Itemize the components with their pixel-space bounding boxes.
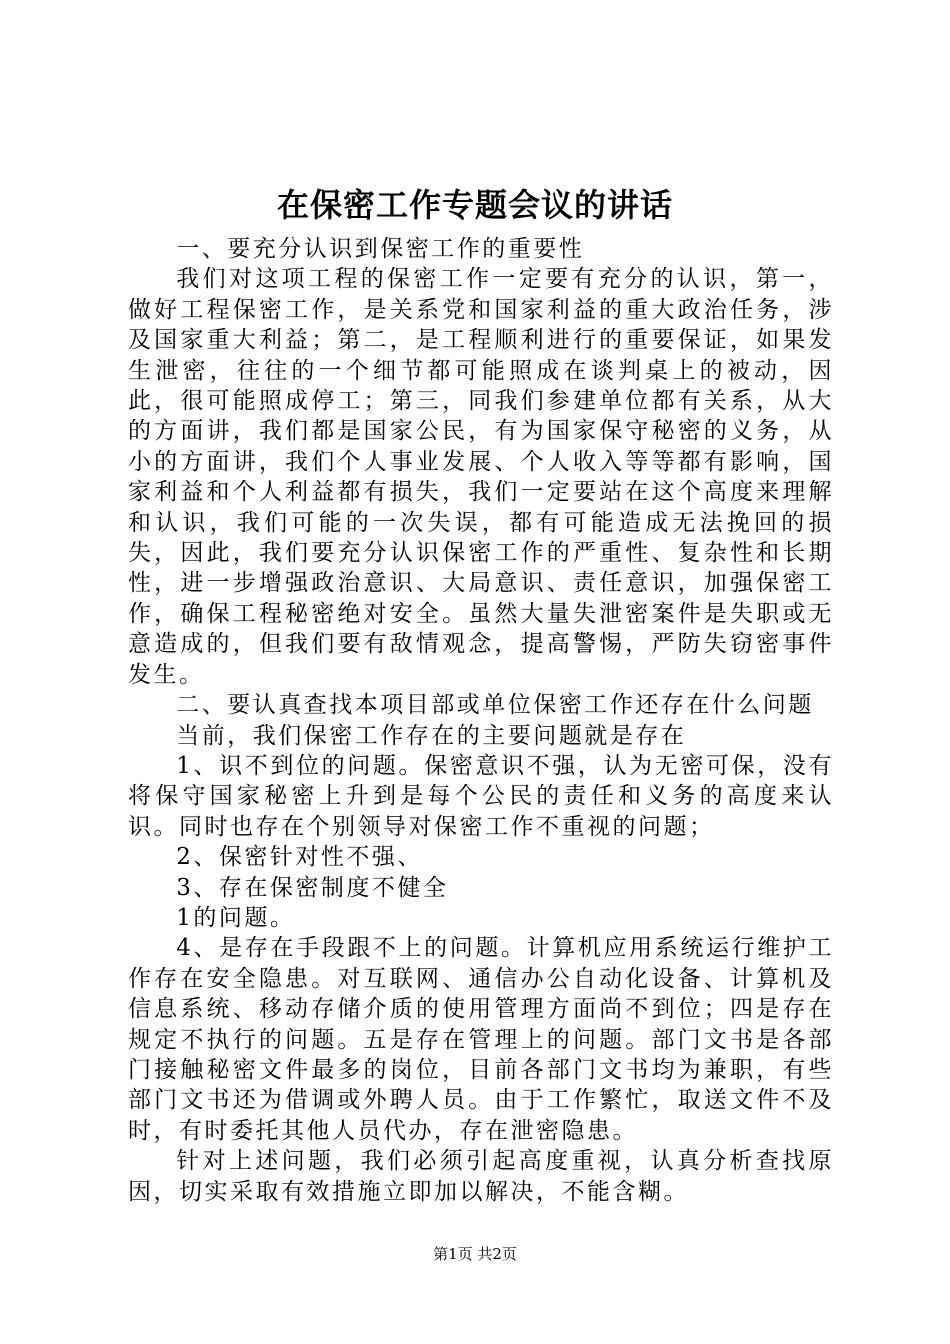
paragraph-current-problems: 当前，我们保密工作存在的主要问题就是存在 [176,722,687,749]
page-footer: 第1页 共2页 [433,1245,517,1263]
section-heading-2: 二、要认真查找本项目部或单位保密工作还存在什么问题 [176,692,814,719]
paragraph-importance: 我们对这项工程的保密工作一定要有充分的认识，第一，做好工程保密工作，是关系党和国家利益的重大政治任务，涉及国家重大利益；第二，是工程顺利进行的重要保证，如果发生泄密，往往的一个细节都可能照成在谈判桌上的被动，因此，很可能照成停工；第三，同我们参建单位都有关系，从大的方面讲，我们都是国家公民，有为国家保守秘密的义务，从小的方面讲，我们个人事业发展、个人收入等等都有影响，国家利益和个人利益都有损失，我们一定要站在这个高度来理解和认识，我们可能的一次失误，都有可能造成无法挽回的损失，因此，我们要充分认识保密工作的严重性、复杂性和长期性，进一步增强政治意识、大局意识、责任意识，加强保密工作，确保工程秘密绝对安全。虽然大量失泄密案件是失职或无意造成的，但我们要有敌情观念，提高警惕，严防失窃密事件发生。 [128,266,834,688]
list-item-1: 1、识不到位的问题。保密意识不强，认为无密可保，没有将保守国家秘密上升到是每个公民的责任和义务的高度来认识。同时也存在个别领导对保密工作不重视的问题； [128,752,834,840]
paragraph-conclusion: 针对上述问题，我们必须引起高度重视，认真分析查找原因，切实采取有效措施立即加以解决，不能含糊。 [128,1148,834,1205]
list-item-2: 2、保密针对性不强、 [176,844,423,871]
list-item-3: 3、存在保密制度不健全 [176,874,449,901]
document-title: 在保密工作专题会议的讲话 [276,186,673,224]
list-item-3-continued: 1的问题。 [176,904,296,931]
document-body [128,234,834,1207]
list-item-4: 4、是存在手段跟不上的问题。计算机应用系统运行维护工作存在安全隐患。对互联网、通信办公自动化设备、计算机及信息系统、移动存储介质的使用管理方面尚不到位；四是存在规定不执行的问题。五是存在管理上的问题。部门文书是各部门接触秘密文件最多的岗位，目前各部门文书均为兼职，有些部门文书还为借调或外聘人员。由于工作繁忙，取送文件不及时，有时委托其他人员代办，存在泄密隐患。 [128,935,834,1144]
section-heading-1: 一、要充分认识到保密工作的重要性 [176,236,585,262]
